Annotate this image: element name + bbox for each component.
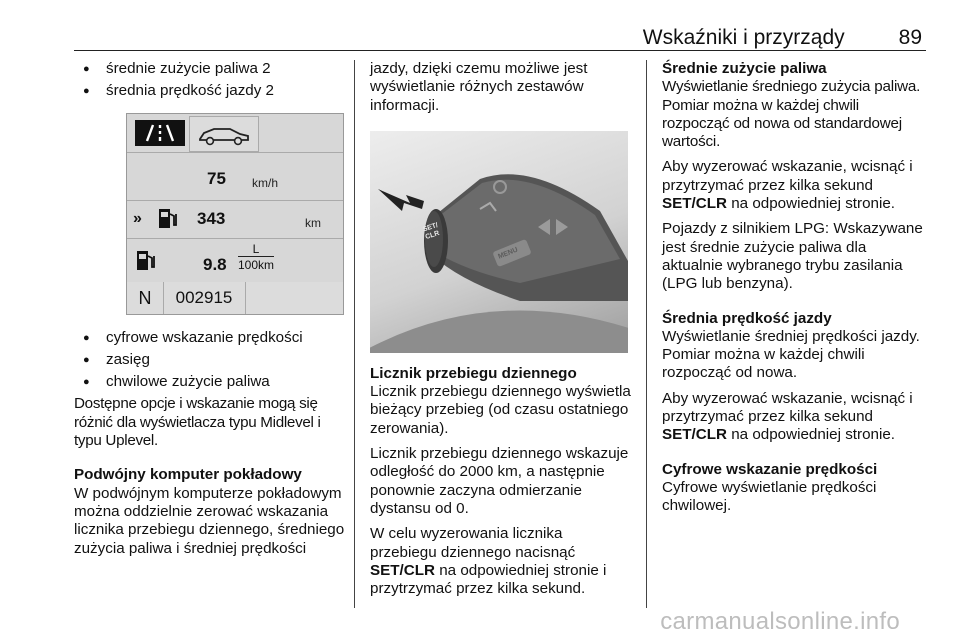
range-value: 343 <box>197 208 226 228</box>
column-2 <box>370 60 632 605</box>
list-item: ● cyfrowe wskazanie prędkości <box>74 329 346 347</box>
menu-label: MENU <box>497 246 519 261</box>
text-run: W celu wyzerowania licznika przebiegu dziennego nacisnąć <box>370 525 576 561</box>
range-unit: km <box>305 215 321 230</box>
list-item: ● chwilowe zużycie paliwa <box>74 373 346 391</box>
stalk-photo <box>370 131 628 353</box>
section-heading: Licznik przebiegu dziennego <box>370 364 577 382</box>
page-number: 89 <box>898 26 922 49</box>
trip-mode-icon <box>135 120 185 146</box>
control-name: SET/CLR <box>370 561 435 579</box>
paragraph: Wyświetlanie średniej prędkości jazdy. Pomiar można w każdej chwili rozpocząć od nowa. <box>662 327 920 382</box>
page-header <box>76 26 922 50</box>
consumption-value: 9.8 <box>203 254 227 274</box>
gear-indicator: N <box>127 282 164 314</box>
column-divider-1 <box>354 60 355 608</box>
speed-value: 75 <box>207 168 226 188</box>
display-bottom-row <box>127 282 343 314</box>
column-divider-2 <box>646 60 647 608</box>
section-heading: Podwójny komputer pokładowy <box>74 466 302 484</box>
car-icon <box>189 116 259 152</box>
page-title: Wskaźniki i przyrządy <box>642 26 845 49</box>
fuel-pump-icon <box>135 248 157 277</box>
paragraph: Cyfrowe wyświetlanie prędkości chwilowej. <box>662 478 877 515</box>
paragraph: Dostępne opcje i wskazanie mogą się różnić dla wyświetlacza typu Midlevel i typu Uplevel. <box>74 395 321 450</box>
display-speed-row <box>127 152 343 201</box>
section-heading: Średnie zużycie paliwa <box>662 60 827 77</box>
paragraph <box>370 525 632 598</box>
control-name: SET/CLR <box>662 195 727 213</box>
display-top-row <box>127 114 343 153</box>
list-item: ● średnia prędkość jazdy 2 <box>74 82 346 100</box>
speed-unit: km/h <box>252 175 279 190</box>
consumption-unit <box>233 242 279 272</box>
control-name: SET/CLR <box>662 426 727 444</box>
paragraph: W podwójnym komputerze pokładowym można oddzielnie zerować wskazania licznika przebiegu dziennego, średniego zużycia paliwa i średniej prędkości <box>74 484 345 557</box>
text-run: Aby wyzerować wskazanie, wcisnąć i przytrzymać przez kilka sekund <box>662 158 913 194</box>
instrument-display <box>126 113 344 315</box>
column-3 <box>662 60 928 523</box>
list-item: ● średnie zużycie paliwa 2 <box>74 60 346 78</box>
header-rule <box>74 50 926 51</box>
list-item: ● zasięg <box>74 351 346 369</box>
paragraph: jazdy, dzięki czemu możliwe jest wyświetlanie różnych zestawów informacji. <box>370 60 588 114</box>
watermark: carmanualsonline.info <box>660 608 900 635</box>
section-heading: Średnia prędkość jazdy <box>662 309 832 327</box>
chevrons-icon: » <box>133 209 142 227</box>
text-run: Aby wyzerować wskazanie, wcisnąć i przytrzymać przez kilka sekund <box>662 389 913 426</box>
section-heading: Cyfrowe wskazanie prędkości <box>662 460 878 478</box>
set-clr-label: SET/ CLR <box>422 221 441 241</box>
column-1 <box>74 60 346 565</box>
text-run: na odpowiedniej stronie i przytrzymać przez kilka sekund. <box>370 561 607 598</box>
display-consumption-row <box>127 238 343 283</box>
paragraph <box>662 390 928 445</box>
paragraph: Licznik przebiegu dziennego wskazuje odległość do 2000 km, a następnie ponownie zaczyna odmierzanie dystansu od 0. <box>370 445 629 517</box>
paragraph <box>662 158 928 213</box>
paragraph: Wyświetlanie średniego zużycia paliwa. Pomiar można w każdej chwili rozpocząć od nowa od standardowej wartości. <box>662 78 921 151</box>
consumption-unit-top: L <box>252 241 260 256</box>
display-range-row <box>127 200 343 239</box>
paragraph: Licznik przebiegu dziennego wyświetla bieżący przebieg (od czasu ostatniego zerowania). <box>370 383 631 437</box>
text-run: na odpowiedniej stronie. <box>726 426 896 444</box>
text-run: na odpowiedniej stronie. <box>726 195 896 213</box>
fuel-pump-icon <box>157 206 179 235</box>
paragraph: Pojazdy z silnikiem LPG: Wskazywane jest średnie zużycie paliwa dla aktualnie wybranego trybu zasilania (LPG lub benzyna). <box>662 220 923 293</box>
odometer-value: 002915 <box>163 282 246 314</box>
consumption-unit-bottom: 100km <box>237 257 275 272</box>
